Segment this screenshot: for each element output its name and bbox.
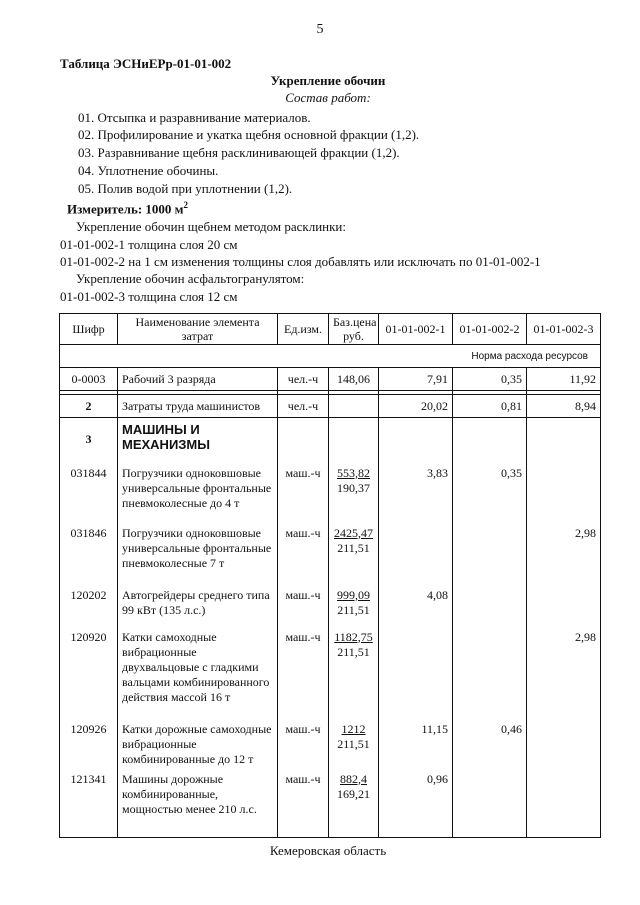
- row-value-2: [453, 772, 527, 838]
- row-value-1: [379, 630, 453, 722]
- row-unit: маш.-ч: [278, 630, 329, 722]
- row-price-operator: 211,51: [337, 540, 370, 555]
- row-value-1: 3,83: [379, 466, 453, 526]
- row-value-2: 0,35: [453, 466, 527, 526]
- row-name: Затраты труда машинистов: [118, 395, 278, 418]
- row-unit: маш.-ч: [278, 772, 329, 838]
- row-name: Машины дорожные комбинированные, мощностью менее 210 л.с.: [118, 772, 278, 838]
- row-name: Катки самоходные вибрационные двухвальцовые с гладкими вальцами комбинированного действия массой 16 т: [118, 630, 278, 722]
- row-value-1: [379, 526, 453, 588]
- row-price: [329, 395, 379, 418]
- header-variant-3: 01-01-002-3: [527, 314, 601, 345]
- footer-region: Кемеровская область: [269, 843, 387, 858]
- section-title: МАШИНЫ И МЕХАНИЗМЫ: [118, 418, 278, 466]
- work-item: 05. Полив водой при уплотнении (1,2).: [78, 181, 293, 196]
- row-value-3: [527, 772, 601, 838]
- row-value-3: 2,98: [527, 630, 601, 722]
- row-price-operator: 211,51: [337, 736, 370, 751]
- row-unit: маш.-ч: [278, 588, 329, 630]
- row-code: 031844: [60, 466, 118, 526]
- row-price: 1182,75: [334, 629, 373, 644]
- row-code: 120202: [60, 588, 118, 630]
- row-code: 2: [60, 395, 118, 418]
- row-value-3: 11,92: [527, 368, 601, 391]
- row-value-1: 11,15: [379, 722, 453, 772]
- row-unit: маш.-ч: [278, 722, 329, 772]
- table-header-row: [60, 314, 601, 345]
- row-price-operator: 211,51: [337, 602, 370, 617]
- variant-line: 01-01-002-1 толщина слоя 20 см: [60, 237, 238, 252]
- row-code: 0-0003: [60, 368, 118, 391]
- norm-caption: Норма расхода ресурсов: [60, 345, 601, 368]
- measure-label: Измеритель: 1000 м: [67, 201, 184, 217]
- norm-caption-row: [60, 345, 601, 368]
- table-row: [60, 395, 601, 418]
- row-name: Рабочий 3 разряда: [118, 368, 278, 391]
- row-price-operator: 211,51: [337, 644, 370, 659]
- row-price: 2425,47: [334, 525, 373, 540]
- row-code: 121341: [60, 772, 118, 838]
- resource-table: [59, 313, 601, 838]
- row-price-operator: 190,37: [337, 480, 370, 495]
- section-row: [60, 418, 601, 466]
- row-value-3: 8,94: [527, 395, 601, 418]
- row-unit: чел.-ч: [278, 368, 329, 391]
- work-item: 02. Профилирование и укатка щебня основной фракции (1,2).: [78, 127, 420, 142]
- header-variant-1: 01-01-002-1: [379, 314, 453, 345]
- work-item: 03. Разравнивание щебня расклинивающей фракции (1,2).: [78, 145, 400, 160]
- row-price: 882,4: [340, 771, 367, 786]
- row-value-2: 0,46: [453, 722, 527, 772]
- row-value-3: [527, 466, 601, 526]
- row-name: Катки дорожные самоходные вибрационные комбинированные до 12 т: [118, 722, 278, 772]
- row-code: 120926: [60, 722, 118, 772]
- measure-superscript: 2: [183, 200, 189, 210]
- row-code: 3: [60, 418, 118, 466]
- table-row: [60, 772, 601, 838]
- row-value-1: 20,02: [379, 395, 453, 418]
- row-unit: маш.-ч: [278, 526, 329, 588]
- row-unit: чел.-ч: [278, 395, 329, 418]
- header-name: Наименование элемента затрат: [118, 314, 278, 345]
- row-price: 1212: [341, 721, 366, 736]
- table-row: [60, 630, 601, 722]
- variant-line: 01-01-002-2 на 1 см изменения толщины слоя добавлять или исключать по 01-01-002-1: [60, 254, 541, 269]
- variant-group-heading: Укрепление обочин асфальтогранулятом:: [76, 271, 305, 286]
- row-value-3: 2,98: [527, 526, 601, 588]
- work-item: 04. Уплотнение обочины.: [78, 163, 219, 178]
- row-value-2: [453, 588, 527, 630]
- row-price: 148,06: [329, 368, 379, 391]
- document-title: Укрепление обочин: [270, 73, 386, 88]
- page-number: 5: [316, 22, 324, 37]
- table-code: Таблица ЭСНиЕРр-01-01-002: [60, 56, 232, 71]
- row-price: 999,09: [337, 587, 370, 602]
- header-variant-2: 01-01-002-2: [453, 314, 527, 345]
- row-code: 031846: [60, 526, 118, 588]
- row-name: Погрузчики одноковшовые универсальные фронтальные пневмоколесные до 4 т: [118, 466, 278, 526]
- row-value-2: [453, 630, 527, 722]
- row-value-1: 4,08: [379, 588, 453, 630]
- table-row: [60, 466, 601, 526]
- row-value-2: [453, 526, 527, 588]
- row-value-3: [527, 588, 601, 630]
- header-unit: Ед.изм.: [278, 314, 329, 345]
- header-code: Шифр: [60, 314, 118, 345]
- work-composition-heading: Состав работ:: [285, 90, 371, 105]
- work-item: 01. Отсыпка и разравнивание материалов.: [78, 110, 311, 125]
- variant-group-heading: Укрепление обочин щебнем методом расклинки:: [76, 219, 346, 234]
- row-price-operator: 169,21: [337, 786, 370, 801]
- table-row: [60, 368, 601, 391]
- row-price: 553,82: [337, 465, 370, 480]
- table-row: [60, 588, 601, 630]
- row-value-2: 0,81: [453, 395, 527, 418]
- row-code: 120920: [60, 630, 118, 722]
- table-row: [60, 722, 601, 772]
- variant-line: 01-01-002-3 толщина слоя 12 см: [60, 289, 238, 304]
- row-value-3: [527, 722, 601, 772]
- row-unit: маш.-ч: [278, 466, 329, 526]
- row-value-1: 7,91: [379, 368, 453, 391]
- table-row: [60, 526, 601, 588]
- row-name: Погрузчики одноковшовые универсальные фронтальные пневмоколесные 7 т: [118, 526, 278, 588]
- row-value-2: 0,35: [453, 368, 527, 391]
- measure-unit: [67, 200, 188, 217]
- header-price: Баз.цена руб.: [329, 314, 379, 345]
- row-value-1: 0,96: [379, 772, 453, 838]
- row-name: Автогрейдеры среднего типа 99 кВт (135 л.с.): [118, 588, 278, 630]
